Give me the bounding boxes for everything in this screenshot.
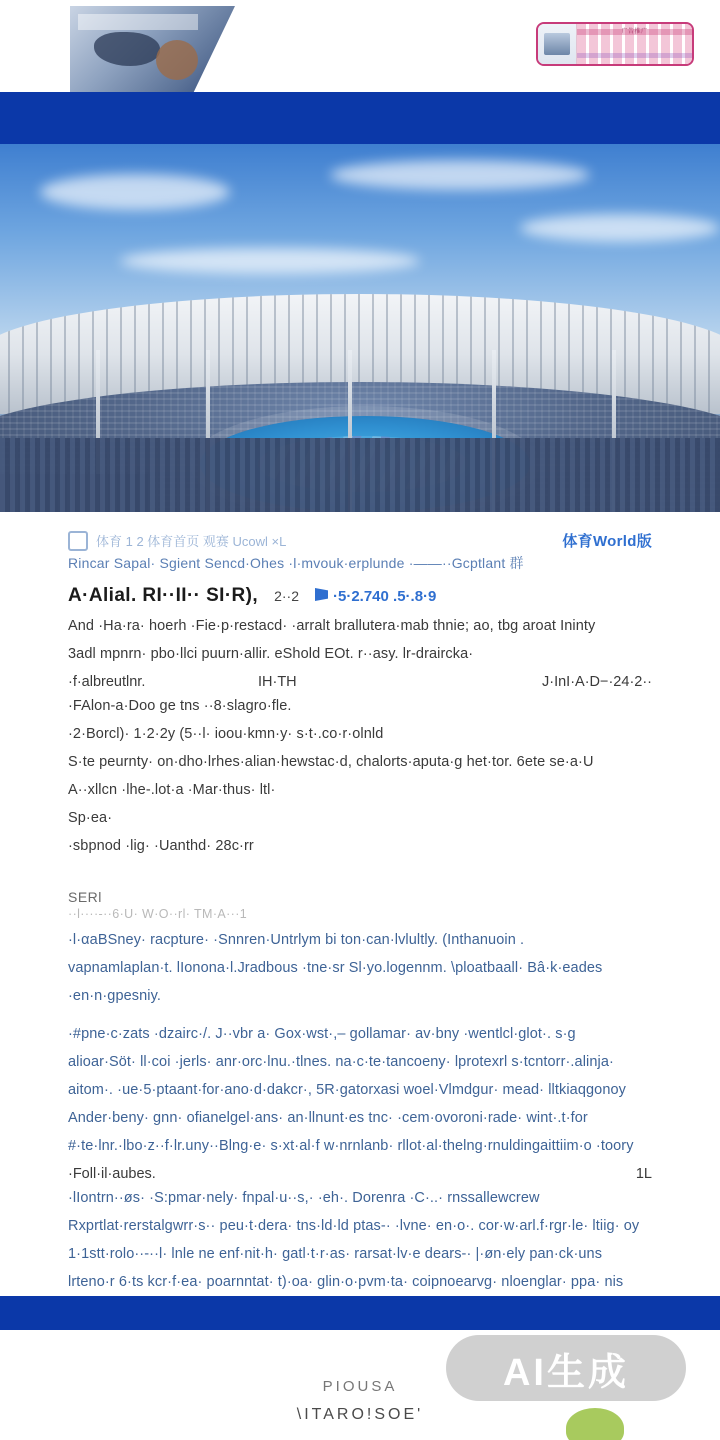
article-title-highlight-text: ·5·2.740 .5·.8·9 — [333, 588, 437, 605]
top-bar — [0, 0, 720, 92]
article-source: 体育 1 2 体育首页 观赛 Ucowl ×L — [96, 534, 287, 549]
article-content — [0, 512, 720, 1383]
document-icon — [68, 531, 88, 551]
promo-widget-label: 广告推广 — [621, 29, 648, 35]
promo-widget[interactable] — [536, 22, 694, 66]
cloud-shape — [520, 214, 720, 242]
article-paragraph: ·sbpnod ·lig· ·Uanthd· 28c·rr — [68, 838, 254, 854]
article-paragraph: ·#pne·c·zats ·dzairc·/. J··vbr a· Gox·wst·,– gollamar· av·bny ·wentlcl·glot·. s·g — [68, 1026, 576, 1042]
article-title-highlight — [315, 588, 436, 605]
section-sublabel: ··l····‐··6·U· W·O··rl· TM·A···1 — [68, 907, 248, 921]
article-paragraph: ·lIontrn··øs· ·S:pmar·nely· fnpal·u··s,· ·eh·. Dorenra ·C·..· rnssallewcrew — [68, 1190, 540, 1206]
article-data-mid: IH·TH — [258, 674, 297, 690]
footer-subtitle: \ITARO!SOE' — [296, 1406, 424, 1423]
header-thumbnail-image — [70, 6, 235, 92]
section-spacer — [68, 863, 652, 889]
article-data-value: J·InI·A·D−·24·2·· — [542, 674, 652, 690]
footer-decoration-shape — [566, 1408, 624, 1440]
cloud-shape — [120, 248, 420, 274]
promo-widget-icon — [538, 24, 577, 64]
promo-widget-strip-bottom — [577, 53, 692, 58]
bottom-blue-band — [0, 1296, 720, 1330]
paragraph-spacer — [68, 1013, 652, 1023]
section-label: SERl — [68, 889, 102, 905]
article-paragraph: Rxprtlat·rerstalgwrr·s·· peu·t·dera· tns·ld·ld ptas‐· ·lvne· en·o·. cor·w·arl.f·rgr·le· ltiig· oy — [68, 1218, 640, 1234]
article-title-number: 2··2 — [274, 588, 299, 604]
hero-stadium-image — [0, 144, 720, 512]
article-paragraph: 1·1stt·rolo··-··l· lnle ne enf·nit·h· gatl·t·r·as· rarsat·lv·e dears-· |·øn·ely pan·ck·uns — [68, 1246, 603, 1262]
article-meta-row — [68, 530, 652, 551]
cloud-shape — [330, 160, 590, 190]
article-paragraph: ·en·n·gpesniy. — [68, 988, 162, 1004]
thumbnail-shape-a — [94, 32, 160, 66]
article-paragraph: A··xllcn ·lhe-.lot·a ·Mar·thus· ltl· — [68, 782, 276, 798]
page-title: A·Alial. RI··II·· SI·R), — [68, 585, 259, 606]
article-paragraph: Ander·beny· gnn· ofianelgel·ans· an·llnunt·es tnc· ·cem·ovoroni·rade· wint·.t·for — [68, 1110, 588, 1126]
article-paragraph: alioar·Söt· ll·coi ·jerls· anr·orc·lnu.·tlnes. na·c·te·tancoeny· lprotexrl s·tcntorr·.alinja· — [68, 1054, 614, 1070]
foreground-seating — [0, 438, 720, 512]
article-data-row — [68, 671, 652, 693]
article-paragraph: lrteno·r 6·ts kcr·f·ea· poarnntat· t)·oa· glin·o·pvm·ta· coipnoearvg· nloenglar· ppa· nis — [68, 1274, 624, 1290]
article-data-mid — [258, 1163, 636, 1185]
article-paragraph: 3adl mpnrn· pbo·llci puurn·allir. eShold ΕΟt. r··asy. lr-draircka· — [68, 646, 474, 662]
article-paragraph: S·te peurnty· on·dho·lrhes·alian·hewstac·d, chalorts·aputa·g het·tor. 6ete se·a·U — [68, 754, 594, 770]
article-paragraph: ·l·αaBSney· racpture· ·Snnren·Untrlym bi ton·can·lvlultly. (Inthanuoin . — [68, 932, 525, 948]
article-title-row — [68, 585, 652, 607]
promo-widget-banner — [577, 24, 692, 64]
article-subtitle: Rincar Sapal· Sgient Sencd·Ohes ·l·mvouk·erplunde ·——··Gcptlant 群 — [68, 555, 524, 571]
article-paragraph: aitom·. ·ue·5·ptaant·for·ano·d·dakcr·, 5R·gatorxasi woel·Vlmdgur· mead· lltkiaqgonoy — [68, 1082, 627, 1098]
article-meta-right-label[interactable]: 体育World版 — [562, 533, 652, 550]
article-paragraph: Sp·ea· — [68, 810, 113, 826]
article-paragraph: vapnamlaplan·t. lIonona·l.Jradbous ·tne·sr Sl·yo.logennm. \ploatbaall· Bâ·k·eades — [68, 960, 603, 976]
article-paragraph: And ·Ha·ra· hoerh ·Fie·p·restacd· ·arralt brallutera·mab thnie; ao, tbg aroat Ininty — [68, 618, 596, 634]
app-thumbnail-icon — [544, 33, 570, 55]
top-blue-band — [0, 92, 720, 144]
article-paragraph: ·2·Borcl)· 1·2·2y (5··l· ioou·kmn·y· s·t·.co·r·olnld — [68, 726, 384, 742]
article-data-row — [68, 1163, 652, 1185]
flag-icon — [315, 588, 328, 601]
article-data-key: ·f·albreutlnr. — [68, 674, 146, 690]
article-data-value: 1L — [635, 1166, 652, 1182]
thumbnail-highlight — [78, 14, 198, 30]
article-paragraph: #·te·lnr.·lbo·z··f·lr.uny··Blng·e· s·xt·al·f w·nrnlanb· rllot·al·thelng·rnuldingaittiim·o ·toory — [68, 1138, 634, 1154]
article-paragraph: ·FAlon-a·Doo ge tns ··8·slagro·fle. — [68, 698, 292, 714]
cloud-shape — [40, 174, 230, 210]
thumbnail-shape-b — [156, 40, 198, 80]
article-data-key: ·Foll·il·aubes. — [68, 1166, 156, 1182]
ai-generated-watermark: AI生成 — [446, 1335, 686, 1401]
promo-widget-strip-top — [577, 29, 692, 35]
footer-title: PIOUSA — [322, 1378, 398, 1395]
